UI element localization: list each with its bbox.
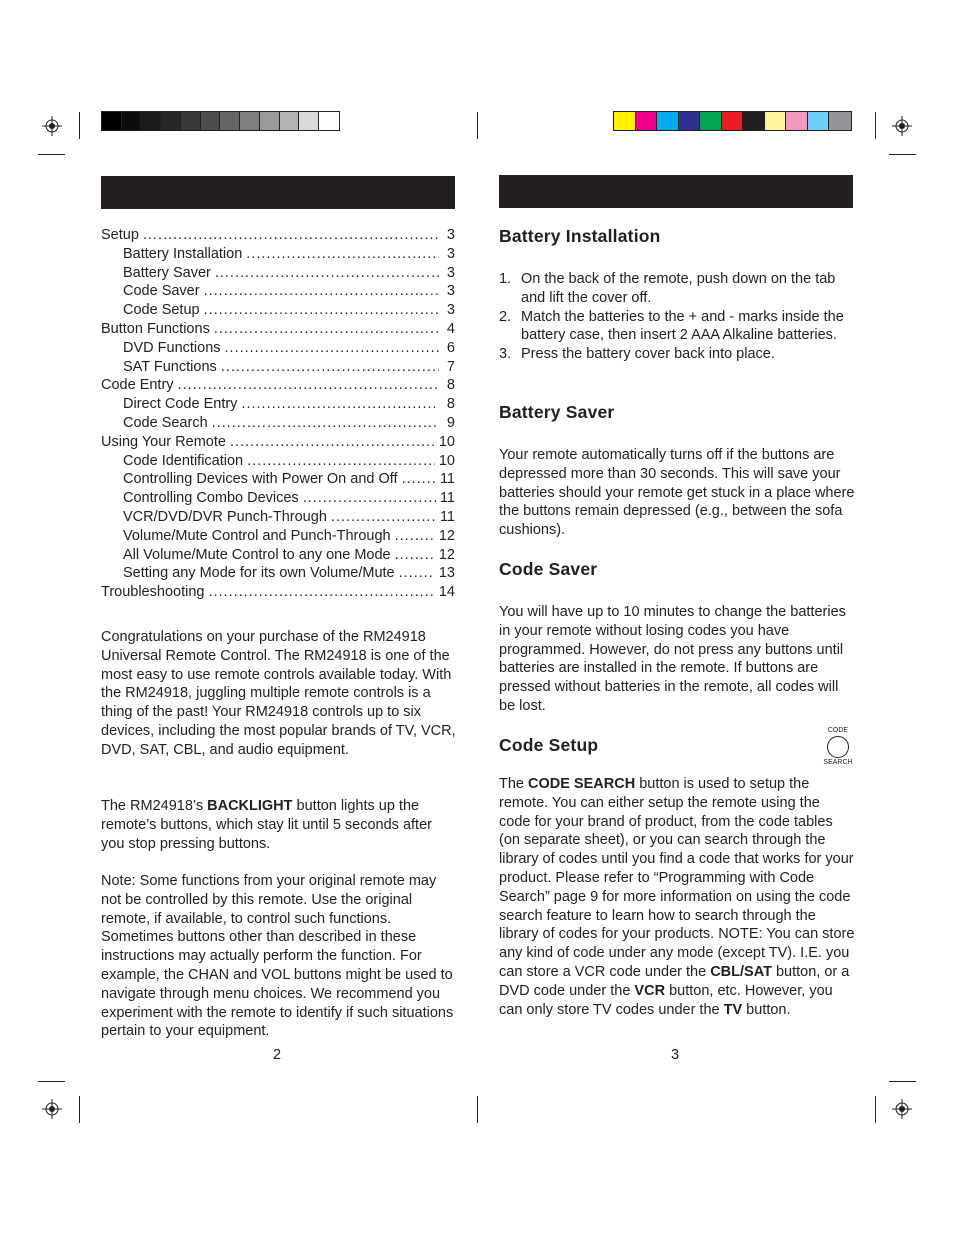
step-text: Press the battery cover back into place. <box>521 346 775 363</box>
gray-swatch <box>122 112 142 130</box>
toc-entry-page: 3 <box>446 283 455 300</box>
toc-entry-page: 11 <box>439 471 455 488</box>
grayscale-calibration-strip <box>101 111 340 131</box>
toc-entry-label: Troubleshooting <box>101 584 205 601</box>
toc-leader-dots <box>215 264 439 283</box>
toc-entry <box>101 245 455 264</box>
gray-swatch <box>280 112 300 130</box>
toc-leader-dots <box>204 301 439 320</box>
code-search-button-illustration <box>820 727 856 773</box>
battery-installation-step <box>499 308 851 346</box>
code-setup-text: button, or a DVD code under the <box>499 963 850 999</box>
gray-swatch <box>201 112 221 130</box>
toc-entry-page: 7 <box>446 358 455 375</box>
color-swatch <box>765 112 787 130</box>
battery-saver-paragraph: Your remote automatically turns off if the buttons are depressed more than 30 seconds. This will save your batteries should your remote get stuck in a place where the buttons remain depressed (e.g., between the sofa cushions). <box>499 447 855 539</box>
color-swatch <box>786 112 808 130</box>
cbl-sat-button-name: CBL/SAT <box>710 963 772 980</box>
toc-entry <box>101 564 455 583</box>
gray-swatch <box>220 112 240 130</box>
color-swatch <box>657 112 679 130</box>
color-swatch <box>829 112 851 130</box>
color-swatch <box>700 112 722 130</box>
gray-swatch <box>260 112 280 130</box>
code-setup-text: The <box>499 776 529 792</box>
crop-mark-line <box>477 1096 478 1123</box>
round-button-icon <box>827 736 849 758</box>
search-button-label: SEARCH <box>823 759 853 766</box>
toc-leader-dots <box>395 546 435 565</box>
crop-mark-line <box>889 154 916 155</box>
code-setup-heading: Code Setup <box>499 735 599 755</box>
toc-entry <box>101 489 455 508</box>
battery-saver-heading: Battery Saver <box>499 402 615 422</box>
toc-leader-dots <box>331 508 436 527</box>
right-header-bar <box>499 175 853 208</box>
toc-entry <box>101 508 455 527</box>
intro-paragraph: Congratulations on your purchase of the RM24918 Universal Remote Control. The RM24918 is one of the most easy to use remote controls available today. With the RM24918, juggling multiple remote controls is a thing of the past! Your RM24918 controls up to six devices, including the most popular brands of TV, VCR, DVD, SAT, CBL, and audio equipment. <box>101 629 456 758</box>
crop-mark-line <box>875 1096 876 1123</box>
toc-entry-label: DVD Functions <box>123 339 221 356</box>
page-number-left: 2 <box>273 1047 282 1063</box>
toc-entry-label: Volume/Mute Control and Punch-Through <box>123 527 391 544</box>
toc-entry <box>101 226 455 245</box>
color-swatch <box>722 112 744 130</box>
toc-entry <box>101 527 455 546</box>
table-of-contents <box>101 226 455 602</box>
toc-entry-label: Code Identification <box>123 452 244 469</box>
registration-mark-icon <box>42 116 62 136</box>
toc-entry-page: 11 <box>439 508 455 525</box>
crop-mark-line <box>889 1081 916 1082</box>
color-swatch <box>679 112 701 130</box>
toc-entry-page: 3 <box>446 264 455 281</box>
gray-swatch <box>319 112 339 130</box>
battery-installation-step <box>499 270 851 308</box>
step-number: 2. <box>499 308 512 325</box>
color-swatch <box>614 112 636 130</box>
toc-entry-label: VCR/DVD/DVR Punch-Through <box>123 508 327 525</box>
backlight-paragraph <box>101 797 457 853</box>
toc-entry-label: Code Search <box>123 414 208 431</box>
code-setup-paragraph <box>499 775 855 1019</box>
toc-entry <box>101 358 455 377</box>
toc-entry-label: Battery Saver <box>123 264 211 281</box>
code-setup-text: button, etc. However, you can only store TV codes under the <box>499 982 833 1018</box>
gray-swatch <box>141 112 161 130</box>
crop-mark-line <box>477 112 478 139</box>
battery-installation-heading: Battery Installation <box>499 226 661 246</box>
toc-entry <box>101 282 455 301</box>
crop-mark-line <box>38 154 65 155</box>
toc-entry-page: 13 <box>438 565 455 582</box>
toc-leader-dots <box>221 358 439 377</box>
gray-swatch <box>102 112 122 130</box>
toc-entry-label: Controlling Devices with Power On and Off <box>123 471 398 488</box>
toc-entry-label: Code Setup <box>123 302 200 319</box>
toc-leader-dots <box>230 433 435 452</box>
step-text: Match the batteries to the + and - marks inside the battery case, then insert 2 AAA Alkaline batteries. <box>521 308 844 344</box>
toc-entry <box>101 583 455 602</box>
vcr-button-name: VCR <box>634 982 666 999</box>
toc-entry-page: 10 <box>438 452 455 469</box>
code-saver-heading: Code Saver <box>499 559 598 579</box>
note-paragraph: Note: Some functions from your original remote may not be controlled by this remote. Use the original remote, if available, to control such functions. Sometimes buttons other than described in these instructions may actually perform the function. For example, the CHAN and VOL buttons might be used to navigate through menu choices. We recommend you experiment with the remote to identify if such situations pertain to your equipment. <box>101 873 454 1040</box>
toc-entry-label: Code Saver <box>123 283 200 300</box>
toc-entry <box>101 395 455 414</box>
crop-mark-line <box>79 1096 80 1123</box>
toc-entry-label: Using Your Remote <box>101 433 226 450</box>
toc-entry <box>101 470 455 489</box>
toc-entry-page: 4 <box>446 320 455 337</box>
crop-mark-line <box>79 112 80 139</box>
color-calibration-strip <box>613 111 852 131</box>
gray-swatch <box>161 112 181 130</box>
color-swatch <box>808 112 830 130</box>
registration-mark-icon <box>892 116 912 136</box>
toc-entry-label: Direct Code Entry <box>123 396 238 413</box>
toc-entry-page: 3 <box>446 227 455 243</box>
toc-entry-page: 8 <box>446 396 455 413</box>
toc-entry <box>101 546 455 565</box>
code-button-label: CODE <box>827 727 849 734</box>
registration-mark-icon <box>892 1099 912 1119</box>
toc-entry-page: 3 <box>446 302 455 319</box>
battery-installation-steps <box>499 270 851 364</box>
gray-swatch <box>299 112 319 130</box>
toc-entry-page: 6 <box>446 339 455 356</box>
left-header-bar <box>101 176 455 209</box>
color-swatch <box>743 112 765 130</box>
toc-leader-dots <box>178 376 439 395</box>
toc-entry-page: 8 <box>446 377 455 394</box>
toc-leader-dots <box>399 564 435 583</box>
crop-mark-line <box>38 1081 65 1082</box>
toc-entry-label: All Volume/Mute Control to any one Mode <box>123 546 391 563</box>
battery-installation-step <box>499 345 851 364</box>
gray-swatch <box>240 112 260 130</box>
toc-entry <box>101 301 455 320</box>
toc-entry <box>101 339 455 358</box>
toc-entry <box>101 264 455 283</box>
page-number-right: 3 <box>671 1047 680 1063</box>
toc-entry-page: 3 <box>446 245 455 262</box>
toc-leader-dots <box>214 320 439 339</box>
toc-entry <box>101 376 455 395</box>
toc-entry-page: 9 <box>446 414 455 431</box>
toc-entry-label: Setup <box>101 227 139 243</box>
toc-entry <box>101 320 455 339</box>
toc-entry-label: Battery Installation <box>123 245 243 262</box>
toc-entry-page: 14 <box>438 584 455 601</box>
code-saver-paragraph: You will have up to 10 minutes to change the batteries in your remote without losing codes you have programmed. However, do not press any buttons until batteries are installed in the remote. If buttons are pressed without batteries in the remote, all codes will be lost. <box>499 604 846 714</box>
toc-leader-dots <box>402 470 436 489</box>
toc-leader-dots <box>212 414 439 433</box>
toc-entry-page: 11 <box>439 490 455 507</box>
toc-entry <box>101 414 455 433</box>
step-number: 1. <box>499 271 512 287</box>
color-swatch <box>636 112 658 130</box>
backlight-text: button lights up the remote’s buttons, which stay lit until 5 seconds after you stop pressing buttons. <box>101 798 432 852</box>
toc-entry <box>101 433 455 452</box>
toc-leader-dots <box>208 583 434 602</box>
toc-leader-dots <box>246 245 439 264</box>
code-search-button-name: CODE SEARCH <box>528 776 636 792</box>
toc-leader-dots <box>225 339 439 358</box>
step-text: On the back of the remote, push down on the tab and lift the cover off. <box>521 271 836 306</box>
toc-leader-dots <box>143 226 439 245</box>
backlight-text: The RM24918’s <box>101 798 208 814</box>
toc-leader-dots <box>247 452 435 471</box>
toc-leader-dots <box>241 395 439 414</box>
toc-entry-page: 10 <box>438 433 455 450</box>
code-setup-text: button is used to setup the remote. You can either setup the remote using the code for your brand of product, from the code tables (on separate sheet), or you can search through the library of codes until you find a code that works for your product. Please refer to “Programming with Code Search” page 9 for more information on using the code search feature to learn how to search through the library of codes for your products. NOTE: You can store any kind of code under any mode (except TV). I.E. you can store a VCR code under the <box>499 776 855 980</box>
toc-leader-dots <box>303 489 436 508</box>
registration-mark-icon <box>42 1099 62 1119</box>
toc-entry <box>101 452 455 471</box>
backlight-button-name: BACKLIGHT <box>207 798 293 814</box>
toc-entry-label: Code Entry <box>101 377 174 394</box>
toc-leader-dots <box>395 527 435 546</box>
toc-entry-label: Controlling Combo Devices <box>123 490 299 507</box>
toc-entry-label: Setting any Mode for its own Volume/Mute <box>123 565 395 582</box>
toc-entry-page: 12 <box>438 527 455 544</box>
toc-leader-dots <box>204 282 439 301</box>
toc-entry-page: 12 <box>438 546 455 563</box>
code-setup-text: button. <box>742 1001 791 1018</box>
tv-button-name: TV <box>723 1001 743 1018</box>
gray-swatch <box>181 112 201 130</box>
crop-mark-line <box>875 112 876 139</box>
step-number: 3. <box>499 346 512 363</box>
toc-entry-label: SAT Functions <box>123 358 217 375</box>
toc-entry-label: Button Functions <box>101 320 210 337</box>
